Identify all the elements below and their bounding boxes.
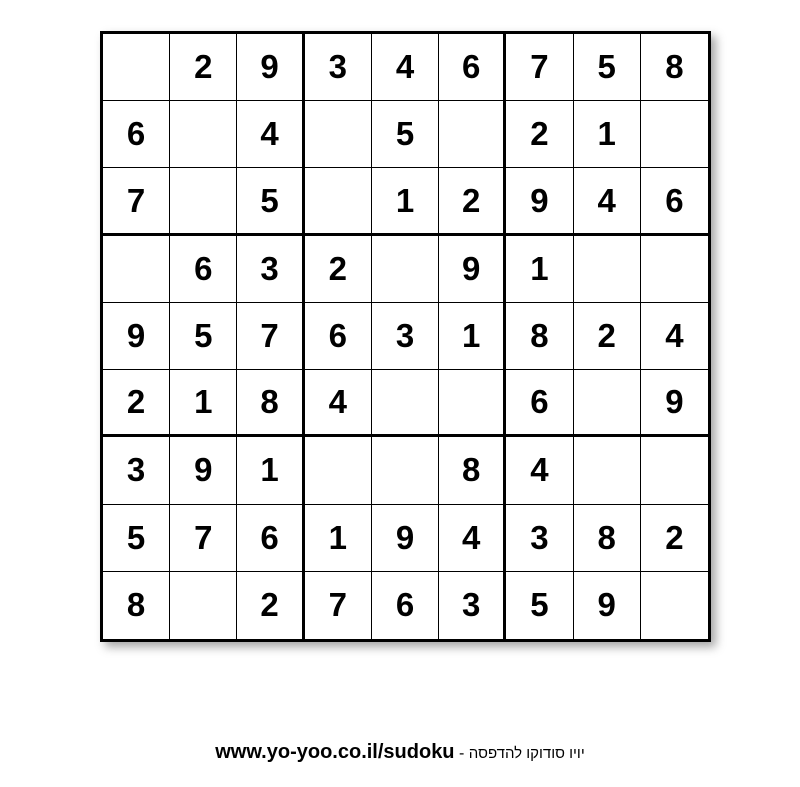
sudoku-cell-r3c2	[170, 168, 237, 235]
sudoku-cell-r3c9: 6	[641, 168, 708, 235]
sudoku-cell-r9c6: 3	[439, 572, 506, 639]
sudoku-cell-r5c9: 4	[641, 303, 708, 370]
sudoku-cell-r9c7: 5	[506, 572, 573, 639]
sudoku-cell-r7c2: 9	[170, 437, 237, 504]
sudoku-cell-r5c5: 3	[372, 303, 439, 370]
sudoku-cell-r7c3: 1	[237, 437, 304, 504]
sudoku-cell-r8c7: 3	[506, 505, 573, 572]
sudoku-cell-r2c6	[439, 101, 506, 168]
sudoku-cell-r8c8: 8	[574, 505, 641, 572]
sudoku-cell-r8c1: 5	[103, 505, 170, 572]
sudoku-cell-r3c5: 1	[372, 168, 439, 235]
sudoku-cell-r9c3: 2	[237, 572, 304, 639]
sudoku-cell-r3c3: 5	[237, 168, 304, 235]
sudoku-cell-r1c7: 7	[506, 34, 573, 101]
sudoku-cell-r6c9: 9	[641, 370, 708, 437]
sudoku-cell-r7c7: 4	[506, 437, 573, 504]
sudoku-cell-r7c5	[372, 437, 439, 504]
sudoku-cell-r6c2: 1	[170, 370, 237, 437]
sudoku-cell-r4c1	[103, 236, 170, 303]
sudoku-cell-r7c6: 8	[439, 437, 506, 504]
footer-separator: -	[454, 745, 469, 762]
sudoku-cell-r8c2: 7	[170, 505, 237, 572]
sudoku-cell-r9c4: 7	[305, 572, 372, 639]
sudoku-cell-r8c9: 2	[641, 505, 708, 572]
sudoku-cell-r1c8: 5	[574, 34, 641, 101]
sudoku-cell-r1c1	[103, 34, 170, 101]
sudoku-cell-r3c7: 9	[506, 168, 573, 235]
sudoku-cell-r5c4: 6	[305, 303, 372, 370]
sudoku-cell-r4c2: 6	[170, 236, 237, 303]
sudoku-cell-r2c1: 6	[103, 101, 170, 168]
footer-hebrew-title: יויו סודוקו להדפסה	[468, 745, 585, 762]
sudoku-grid	[100, 31, 711, 642]
sudoku-cell-r1c9: 8	[641, 34, 708, 101]
sudoku-cell-r6c7: 6	[506, 370, 573, 437]
sudoku-cell-r9c9	[641, 572, 708, 639]
sudoku-cell-r7c1: 3	[103, 437, 170, 504]
sudoku-cell-r1c2: 2	[170, 34, 237, 101]
sudoku-cell-r3c1: 7	[103, 168, 170, 235]
sudoku-cell-r5c1: 9	[103, 303, 170, 370]
sudoku-cell-r7c8	[574, 437, 641, 504]
sudoku-cell-r1c6: 6	[439, 34, 506, 101]
footer	[0, 740, 800, 766]
sudoku-cell-r9c1: 8	[103, 572, 170, 639]
sudoku-cell-r7c4	[305, 437, 372, 504]
footer-site-url: www.yo-yoo.co.il/sudoku	[215, 741, 455, 763]
sudoku-cell-r4c9	[641, 236, 708, 303]
sudoku-cell-r5c8: 2	[574, 303, 641, 370]
sudoku-cell-r4c6: 9	[439, 236, 506, 303]
sudoku-cell-r1c3: 9	[237, 34, 304, 101]
sudoku-cell-r6c8	[574, 370, 641, 437]
sudoku-cell-r6c4: 4	[305, 370, 372, 437]
sudoku-cell-r6c1: 2	[103, 370, 170, 437]
sudoku-cell-r2c5: 5	[372, 101, 439, 168]
sudoku-cell-r8c6: 4	[439, 505, 506, 572]
sudoku-cell-r4c5	[372, 236, 439, 303]
sudoku-cell-r5c7: 8	[506, 303, 573, 370]
sudoku-cell-r9c5: 6	[372, 572, 439, 639]
sudoku-cell-r3c8: 4	[574, 168, 641, 235]
sudoku-cell-r5c6: 1	[439, 303, 506, 370]
sudoku-cell-r8c4: 1	[305, 505, 372, 572]
sudoku-cell-r1c4: 3	[305, 34, 372, 101]
sudoku-cell-r9c8: 9	[574, 572, 641, 639]
sudoku-cell-r2c2	[170, 101, 237, 168]
sudoku-cell-r2c4	[305, 101, 372, 168]
sudoku-cell-r3c4	[305, 168, 372, 235]
sudoku-cell-r2c3: 4	[237, 101, 304, 168]
sudoku-cell-r4c3: 3	[237, 236, 304, 303]
sudoku-cell-r6c3: 8	[237, 370, 304, 437]
sudoku-cell-r2c8: 1	[574, 101, 641, 168]
sudoku-cell-r6c6	[439, 370, 506, 437]
sudoku-cell-r4c7: 1	[506, 236, 573, 303]
sudoku-cell-r7c9	[641, 437, 708, 504]
sudoku-cell-r4c4: 2	[305, 236, 372, 303]
sudoku-cell-r8c3: 6	[237, 505, 304, 572]
sudoku-cell-r4c8	[574, 236, 641, 303]
sudoku-cell-r6c5	[372, 370, 439, 437]
sudoku-cell-r3c6: 2	[439, 168, 506, 235]
sudoku-cell-r9c2	[170, 572, 237, 639]
sudoku-cell-r1c5: 4	[372, 34, 439, 101]
sudoku-cell-r8c5: 9	[372, 505, 439, 572]
sudoku-cell-r5c2: 5	[170, 303, 237, 370]
sudoku-cell-r2c9	[641, 101, 708, 168]
sudoku-cell-r2c7: 2	[506, 101, 573, 168]
sudoku-cell-r5c3: 7	[237, 303, 304, 370]
